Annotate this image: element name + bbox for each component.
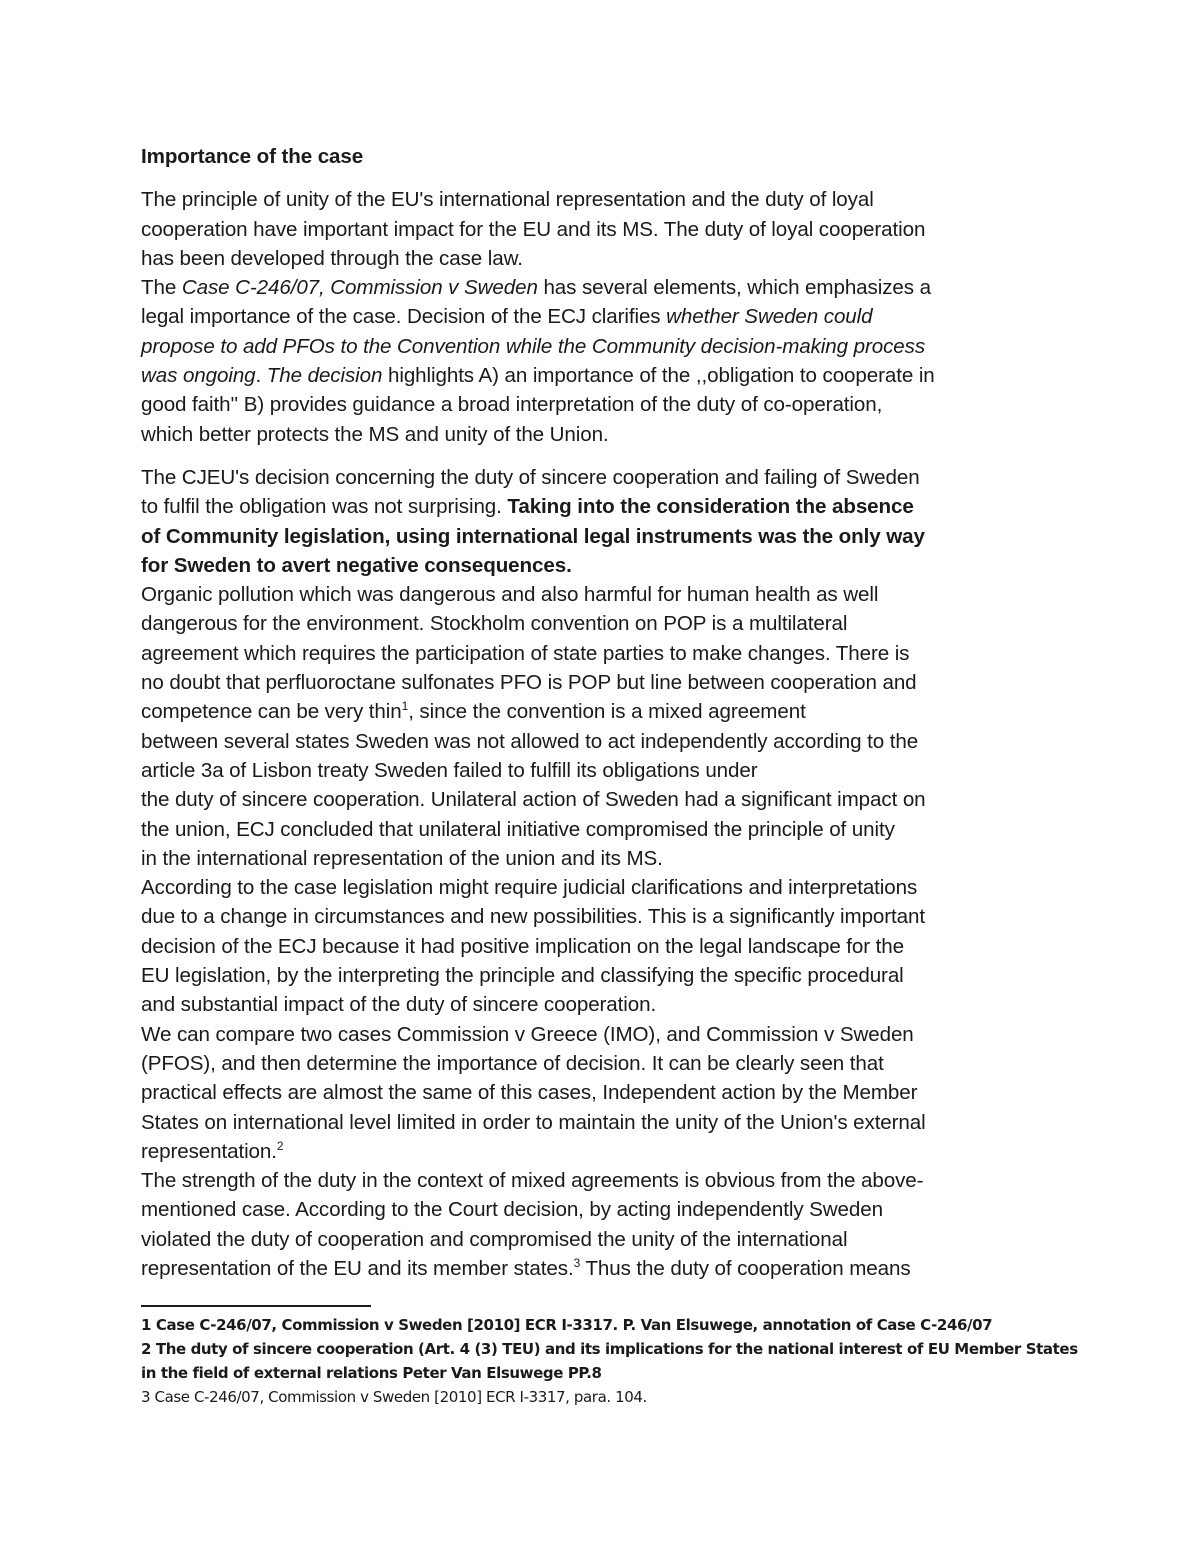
footnote-2: 2 The duty of sincere cooperation (Art. 4 (3) TEU) and its implications for the national interest of EU Member States	[141, 1340, 1078, 1358]
text-line: decision of the ECJ because it had positive implication on the legal landscape for the	[141, 934, 904, 958]
italic-run: The decision	[266, 364, 383, 388]
text-run: to fulfil the obligation was not surprising.	[141, 495, 508, 519]
paragraph-1	[141, 185, 1066, 273]
text-run: highlights A) an importance of the ,,obligation to cooperate in	[382, 364, 935, 388]
text-run: Thus the duty of cooperation means	[580, 1256, 911, 1280]
text-line: which better protects the MS and unity of the Union.	[141, 422, 609, 446]
text-line	[141, 1254, 1066, 1283]
text-run: , since the convention is a mixed agreement	[408, 700, 806, 724]
text-line: The strength of the duty in the context of mixed agreements is obvious from the above-	[141, 1169, 924, 1193]
footnote-2-continued: in the field of external relations Peter Van Elsuwege PP.8	[141, 1364, 602, 1382]
text-line	[141, 273, 1066, 302]
italic-run: was ongoing	[141, 364, 256, 388]
bold-run: Taking into the consideration the absence	[507, 495, 914, 519]
text-line: of Community legislation, using international legal instruments was the only way	[141, 524, 925, 548]
text-line: mentioned case. According to the Court decision, by acting independently Sweden	[141, 1198, 883, 1222]
text-line	[141, 492, 1066, 521]
footnote-1: 1 Case C-246/07, Commission v Sweden [2010] ECR I-3317. P. Van Elsuwege, annotation of Case C-246/07	[141, 1316, 993, 1334]
text-line: has been developed through the case law.	[141, 246, 523, 270]
footnote-separator	[141, 1305, 371, 1307]
text-line: dangerous for the environment. Stockholm convention on POP is a multilateral	[141, 612, 848, 636]
italic-run: whether Sweden could	[666, 305, 873, 329]
text-line: EU legislation, by the interpreting the principle and classifying the specific procedural	[141, 964, 904, 988]
text-line	[141, 361, 1066, 390]
text-line: in the international representation of the union and its MS.	[141, 846, 663, 870]
text-line: the duty of sincere cooperation. Unilateral action of Sweden had a significant impact on	[141, 788, 926, 812]
footnotes	[141, 1313, 1078, 1409]
text-line	[141, 1137, 1066, 1166]
text-line: propose to add PFOs to the Convention while the Community decision-making process	[141, 334, 926, 358]
text-line: due to a change in circumstances and new possibilities. This is a significantly important	[141, 905, 925, 929]
paragraph-6	[141, 1020, 1066, 1166]
text-run: .	[255, 364, 267, 388]
text-run: representation.	[141, 1139, 277, 1163]
footnote-ref-2[interactable]: 2	[276, 1138, 284, 1153]
text-run: has several elements, which emphasizes a	[537, 276, 931, 300]
text-line: no doubt that perfluoroctane sulfonates PFO is POP but line between cooperation and	[141, 671, 917, 695]
text-line: Organic pollution which was dangerous and also harmful for human health as well	[141, 583, 879, 607]
footnote-3: 3 Case C-246/07, Commission v Sweden [2010] ECR I-3317, para. 104.	[141, 1388, 647, 1406]
text-line: We can compare two cases Commission v Greece (IMO), and Commission v Sweden	[141, 1022, 914, 1046]
text-run: legal importance of the case. Decision of the ECJ clarifies	[141, 305, 667, 329]
text-line: article 3a of Lisbon treaty Sweden failed to fulfill its obligations under	[141, 758, 758, 782]
text-line: violated the duty of cooperation and compromised the unity of the international	[141, 1227, 848, 1251]
text-run: competence can be very thin	[141, 700, 402, 724]
text-run: The	[141, 276, 182, 300]
text-line	[141, 697, 1066, 726]
paragraph-7	[141, 1166, 1066, 1283]
text-line: the union, ECJ concluded that unilateral initiative compromised the principle of unity	[141, 817, 895, 841]
text-line	[141, 302, 1066, 331]
text-line: practical effects are almost the same of this cases, Independent action by the Member	[141, 1081, 918, 1105]
text-line: good faith'' B) provides guidance a broad interpretation of the duty of co-operation,	[141, 393, 883, 417]
text-line: (PFOS), and then determine the importance of decision. It can be clearly seen that	[141, 1051, 884, 1075]
text-run: representation of the EU and its member states.	[141, 1256, 574, 1280]
text-line: and substantial impact of the duty of sincere cooperation.	[141, 993, 657, 1017]
text-line: for Sweden to avert negative consequences.	[141, 553, 572, 577]
paragraph-3	[141, 463, 1066, 580]
case-citation: Case C-246/07, Commission v Sweden	[181, 276, 538, 300]
text-line: between several states Sweden was not allowed to act independently according to the	[141, 729, 919, 753]
section-heading: Importance of the case	[141, 145, 364, 168]
text-line: agreement which requires the participation of state parties to make changes. There is	[141, 641, 910, 665]
text-line: The CJEU's decision concerning the duty of sincere cooperation and failing of Sweden	[141, 465, 920, 489]
paragraph-5	[141, 873, 1066, 1019]
document-body	[141, 142, 1066, 1283]
paragraph-2	[141, 273, 1066, 449]
text-line: cooperation have important impact for the EU and its MS. The duty of loyal cooperation	[141, 217, 926, 241]
text-line: According to the case legislation might require judicial clarifications and interpretations	[141, 876, 918, 900]
text-line: The principle of unity of the EU's international representation and the duty of loyal	[141, 188, 874, 212]
footnote-ref-1[interactable]: 1	[401, 699, 409, 714]
paragraph-4	[141, 580, 1066, 873]
text-line: States on international level limited in order to maintain the unity of the Union's external	[141, 1110, 926, 1134]
footnote-ref-3[interactable]: 3	[573, 1255, 581, 1270]
